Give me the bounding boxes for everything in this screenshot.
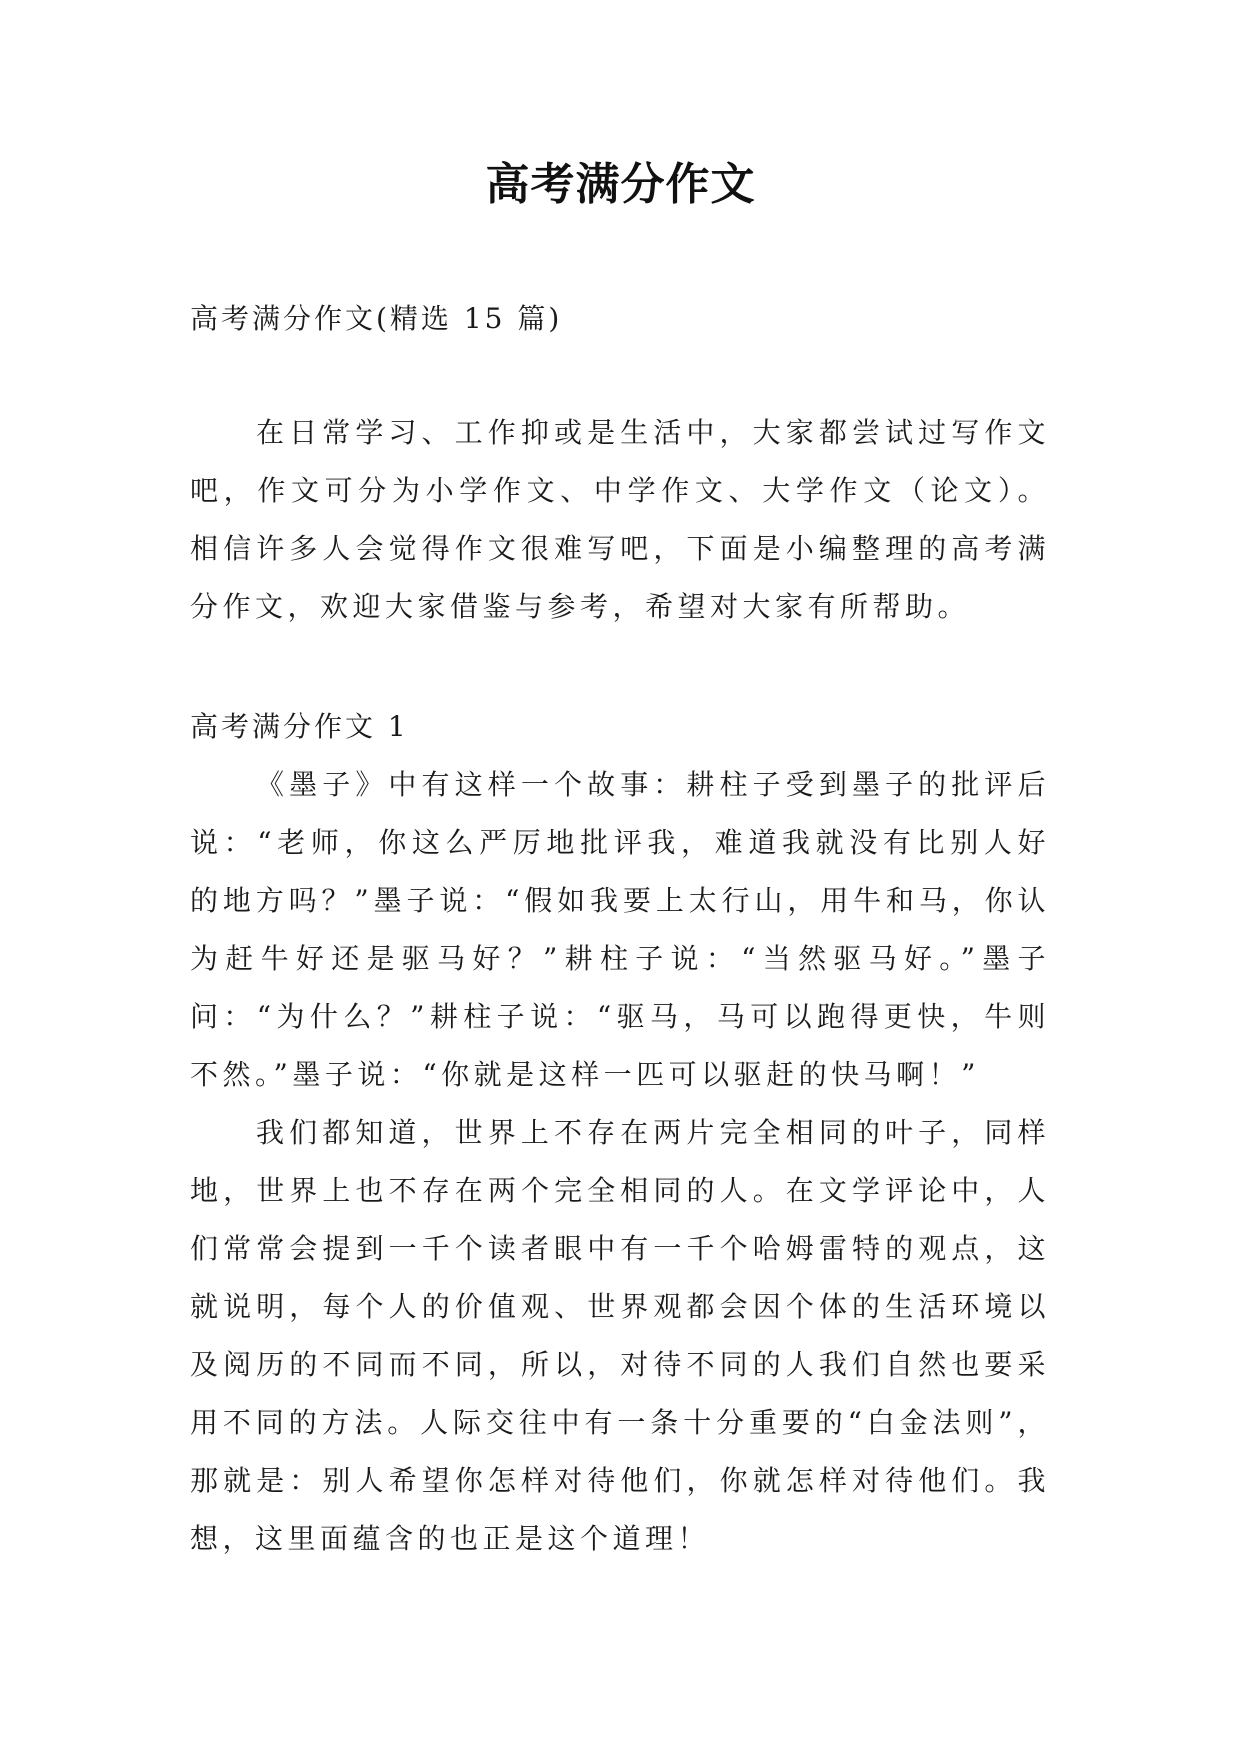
document-body: [190, 290, 1050, 1568]
body-paragraph: 我们都知道，世界上不存在两片完全相同的叶子，同样地，世界上也不存在两个完全相同的人。在文学评论中，人们常常会提到一千个读者眼中有一千个哈姆雷特的观点，这就说明，每个人的价值观、世界观都会因个体的生活环境以及阅历的不同而不同，所以，对待不同的人我们自然也要采用不同的方法。人际交往中有一条十分重要的“白金法则”，那就是：别人希望你怎样对待他们，你就怎样对待他们。我想，这里面蕴含的也正是这个道理！: [190, 1116, 1050, 1555]
section-heading: 高考满分作文 1: [190, 710, 409, 743]
essay-section: [190, 698, 1050, 1568]
document-subtitle: 高考满分作文(精选 15 篇): [190, 302, 563, 335]
document-title: 高考满分作文: [485, 159, 756, 210]
body-paragraph: 《墨子》中有这样一个故事：耕柱子受到墨子的批评后说：“老师，你这么严厉地批评我，难道我就没有比别人好的地方吗？”墨子说：“假如我要上太行山，用牛和马，你认为赶牛好还是驱马好？”耕柱子说：“当然驱马好。”墨子问：“为什么？”耕柱子说：“驱马，马可以跑得更快，牛则不然。”墨子说：“你就是这样一匹可以驱赶的快马啊！”: [190, 768, 1050, 1091]
intro-paragraph: 在日常学习、工作抑或是生活中，大家都尝试过写作文吧，作文可分为小学作文、中学作文、大学作文（论文）。相信许多人会觉得作文很难写吧，下面是小编整理的高考满分作文，欢迎大家借鉴与参考，希望对大家有所帮助。: [190, 416, 1050, 623]
